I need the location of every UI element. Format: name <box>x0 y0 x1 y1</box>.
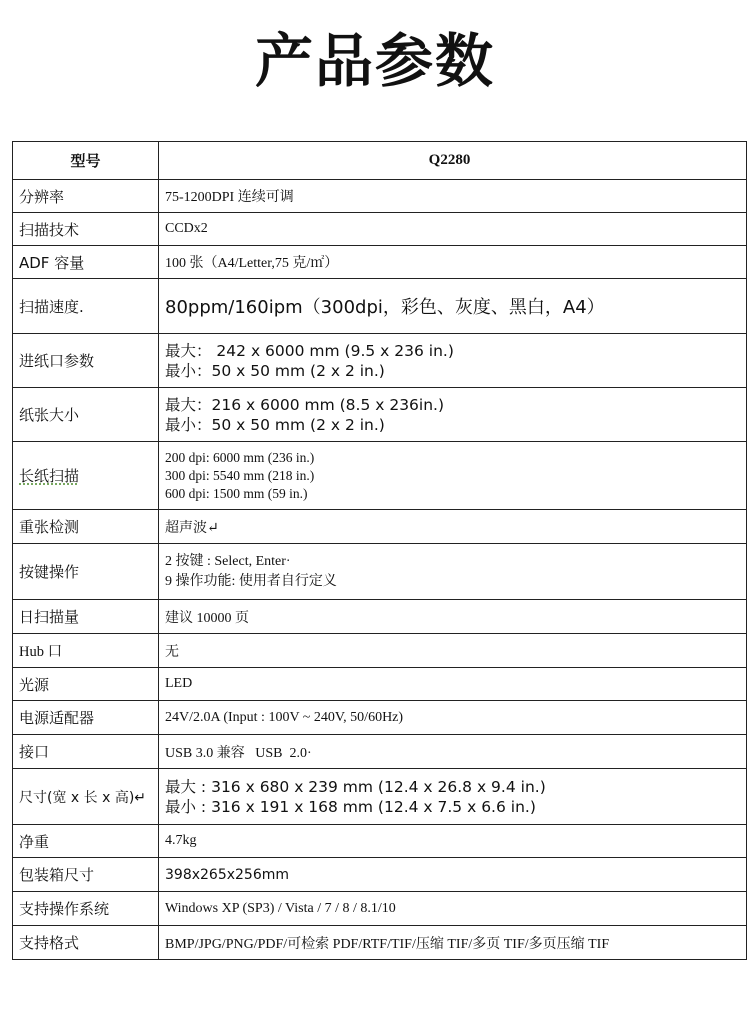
value-line: BMP/JPG/PNG/PDF/可检索 PDF/RTF/TIF/压缩 TIF/多页 TIF/多页压缩 TIF <box>165 936 610 952</box>
value-line: Windows XP (SP3) / Vista / 7 / 8 / 8.1/10 <box>165 900 396 916</box>
value-line: CCDx2 <box>165 221 208 236</box>
row-value <box>159 334 747 388</box>
row-label: 包装箱尺寸 <box>13 858 159 892</box>
row-value <box>159 825 747 858</box>
row-value <box>159 279 747 334</box>
table-row <box>13 544 747 600</box>
table-row <box>13 246 747 279</box>
row-value <box>159 510 747 544</box>
header-label: 型号 <box>13 142 159 180</box>
row-value <box>159 892 747 926</box>
table-row <box>13 634 747 668</box>
value-line: LED <box>165 676 193 691</box>
row-value <box>159 442 747 510</box>
value-line: 4.7kg <box>165 833 197 848</box>
value-line: 建议 10000 页 <box>165 610 249 626</box>
table-row <box>13 668 747 701</box>
table-row <box>13 180 747 213</box>
value-line: USB 3.0 兼容 USB 2.0· <box>165 745 312 761</box>
header-value: Q2280 <box>159 142 747 180</box>
row-label: 光源 <box>13 668 159 701</box>
row-label: 重张检测 <box>13 510 159 544</box>
value-line: 300 dpi: 5540 mm (218 in.) <box>165 467 315 483</box>
table-header-row <box>13 142 747 180</box>
row-value <box>159 701 747 735</box>
table-row <box>13 213 747 246</box>
value-line: 80ppm/160ipm（300dpi，彩色、灰度、黑白，A4） <box>165 297 605 318</box>
value-line: 最小：50 x 50 mm (2 x 2 in.) <box>165 415 385 434</box>
row-label: 支持格式 <box>13 926 159 960</box>
row-label: ADF 容量 <box>13 246 159 279</box>
value-line: 超声波↵ <box>165 520 219 536</box>
value-line: 无 <box>165 644 179 660</box>
table-row <box>13 858 747 892</box>
value-line: 600 dpi: 1500 mm (59 in.) <box>165 485 308 501</box>
value-line: 最小 : 316 x 191 x 168 mm (12.4 x 7.5 x 6.6 in.) <box>165 797 536 816</box>
row-value <box>159 668 747 701</box>
row-label <box>13 442 159 510</box>
value-line: 100 张（A4/Letter,75 克/㎡） <box>165 256 339 271</box>
table-row <box>13 510 747 544</box>
table-row <box>13 769 747 825</box>
row-value <box>159 769 747 825</box>
row-value <box>159 858 747 892</box>
spec-table <box>12 141 747 960</box>
value-line: 最大：216 x 6000 mm (8.5 x 236in.) <box>165 395 445 414</box>
row-value <box>159 213 747 246</box>
value-line: 2 按键 : Select, Enter· <box>165 553 291 569</box>
row-value <box>159 544 747 600</box>
value-line: 75-1200DPI 连续可调 <box>165 190 294 205</box>
value-line: 9 操作功能: 使用者自行定义 <box>165 573 337 589</box>
table-row <box>13 892 747 926</box>
row-label: 分辨率 <box>13 180 159 213</box>
table-row <box>13 279 747 334</box>
value-line: 24V/2.0A (Input : 100V ~ 240V, 50/60Hz) <box>165 709 404 725</box>
row-value <box>159 735 747 769</box>
row-value <box>159 180 747 213</box>
value-line: 200 dpi: 6000 mm (236 in.) <box>165 449 315 465</box>
table-row <box>13 926 747 960</box>
row-label: 支持操作系统 <box>13 892 159 926</box>
table-row <box>13 442 747 510</box>
row-label: 进纸口参数 <box>13 334 159 388</box>
table-row <box>13 735 747 769</box>
row-value <box>159 246 747 279</box>
row-label: 纸张大小 <box>13 388 159 442</box>
row-value <box>159 926 747 960</box>
table-row <box>13 701 747 735</box>
row-label: Hub 口 <box>13 634 159 668</box>
row-label: 接口 <box>13 735 159 769</box>
row-value <box>159 388 747 442</box>
table-row <box>13 600 747 634</box>
row-value <box>159 600 747 634</box>
table-row <box>13 825 747 858</box>
table-row <box>13 334 747 388</box>
row-label: 尺寸(宽 x 长 x 高)↵ <box>13 769 159 825</box>
value-line: 最小：50 x 50 mm (2 x 2 in.) <box>165 361 385 380</box>
row-label: 按键操作 <box>13 544 159 600</box>
row-label: 电源适配器 <box>13 701 159 735</box>
row-label: 净重 <box>13 825 159 858</box>
row-label: 日扫描量 <box>13 600 159 634</box>
value-line: 最大： 242 x 6000 mm (9.5 x 236 in.) <box>165 341 454 360</box>
page-title: 产品参数 <box>254 27 495 95</box>
value-line: 最大 : 316 x 680 x 239 mm (12.4 x 26.8 x 9.4 in.) <box>165 777 546 796</box>
value-line: 398x265x256mm <box>165 866 290 883</box>
row-label: 扫描速度. <box>13 279 159 334</box>
row-value <box>159 634 747 668</box>
long-paper-label: 长纸扫描 <box>19 467 80 485</box>
row-label: 扫描技术 <box>13 213 159 246</box>
table-row <box>13 388 747 442</box>
